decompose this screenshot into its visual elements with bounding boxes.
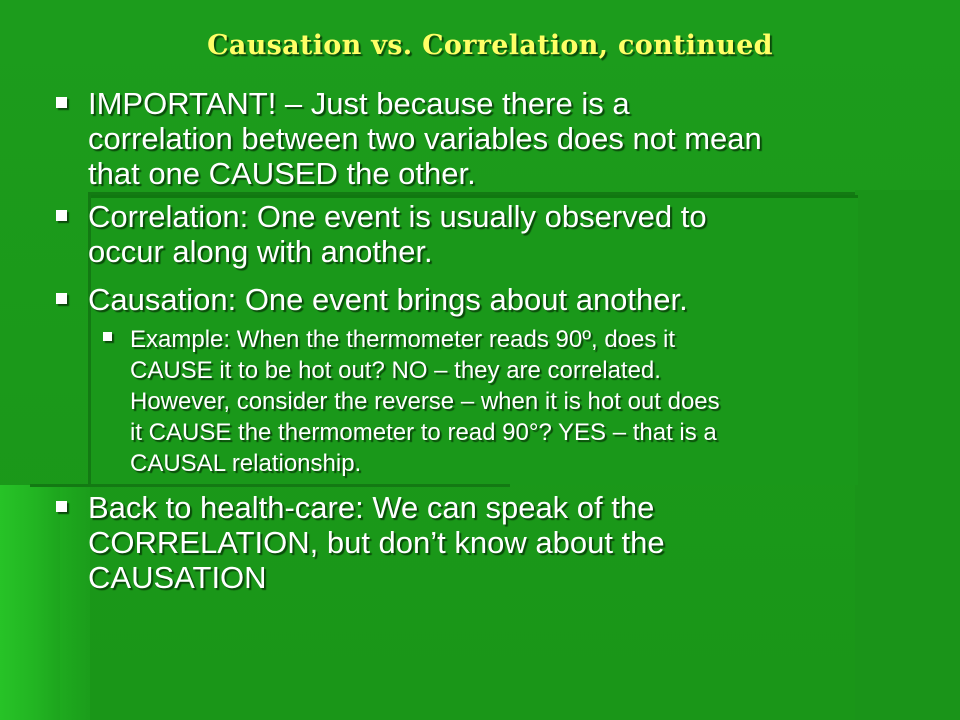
decorative-left-band-inner	[60, 485, 90, 720]
square-bullet-icon	[103, 332, 112, 341]
bullet-causation	[88, 282, 918, 317]
bullet-important	[88, 86, 918, 191]
decorative-shadow-line-bottom	[30, 484, 510, 487]
sub-bullet-example	[130, 324, 930, 479]
bullet-text: Causation: One event brings about another.	[88, 282, 688, 317]
decorative-shadow-line-top	[88, 192, 855, 195]
bullet-correlation	[88, 199, 918, 269]
square-bullet-icon	[56, 293, 67, 304]
bullet-text: Back to health-care: We can speak of the CORRELATION, but don’t know about the CAUSATION	[88, 490, 665, 595]
square-bullet-icon	[56, 97, 67, 108]
bullet-text: Example: When the thermometer reads 90º, does it CAUSE it to be hot out? NO – they are correlated. However, consider the reverse – when it is hot out does it CAUSE the thermometer to read 90°? YES – that is a CAUSAL relationship.	[130, 326, 720, 477]
square-bullet-icon	[56, 501, 67, 512]
square-bullet-icon	[56, 210, 67, 221]
bullet-text: IMPORTANT! – Just because there is a correlation between two variables does not mean that one CAUSED the other.	[88, 86, 762, 191]
decorative-left-band	[0, 485, 60, 720]
slide-title: Causation vs. Correlation, continued	[207, 30, 773, 61]
bullet-health-care	[88, 490, 918, 595]
bullet-text: Correlation: One event is usually observed to occur along with another.	[88, 199, 707, 269]
